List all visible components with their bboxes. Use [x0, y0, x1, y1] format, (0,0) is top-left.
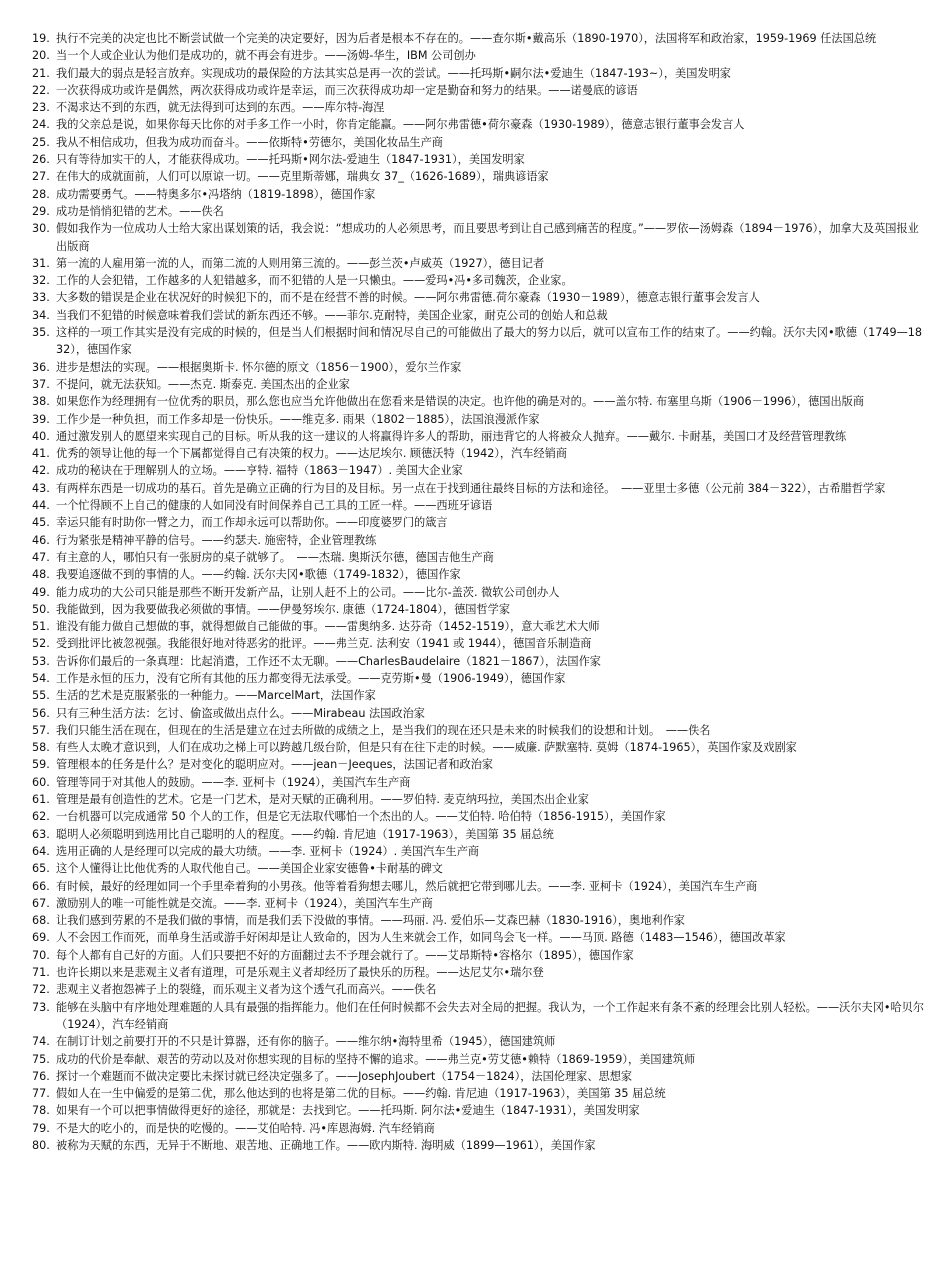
quote-number: 68.: [32, 914, 50, 928]
quote-number: 51.: [32, 620, 50, 634]
quote-item: [32, 687, 926, 704]
quote-item: [32, 168, 926, 185]
quote-text: 大多数的错误是企业在状况好的时候犯下的，而不是在经营不善的时候。——阿尔弗雷德.荷尔豪森（1930－1989），德意志银行董事会发言人: [56, 291, 760, 305]
quote-text: 我们最大的弱点是轻言放弃。实现成功的最保险的方法其实总是再一次的尝试。——托玛斯•嗣尔法•爱迪生（1847-193~），美国发明家: [56, 66, 731, 80]
quote-text: 成功的代价是奉献、艰苦的劳动以及对你想实现的目标的坚持不懈的追求。——弗兰克•劳艾德•赖特（1869-1959），美国建筑师: [56, 1052, 696, 1066]
quote-text: 进步是想法的实现。——根据奥斯卡. 怀尔德的原文（1856－1900），爱尔兰作家: [56, 360, 462, 374]
quote-item: [32, 964, 926, 981]
quote-text: 有主意的人，哪怕只有一张厨房的桌子就够了。 ——杰瑞. 奥斯沃尔德，德国吉他生产商: [56, 550, 494, 564]
quote-number: 65.: [32, 862, 50, 876]
quote-number: 47.: [32, 550, 50, 564]
quote-number: 52.: [32, 637, 50, 651]
quote-item: [32, 514, 926, 531]
quote-text: 行为紧张是精神平静的信号。——约瑟夫. 施密特，企业管理教练: [56, 533, 377, 547]
quote-item: [32, 756, 926, 773]
quote-item: [32, 462, 926, 479]
quote-item: [32, 497, 926, 514]
quote-text: 成功需要勇气。——特奥多尔•冯塔纳（1819-1898），德国作家: [56, 187, 376, 201]
quote-text: 如果有一个可以把事情做得更好的途径，那就是：去找到它。——托玛斯. 阿尔法•爱迪生（1847-1931），美国发明家: [56, 1104, 640, 1118]
quote-item: [32, 532, 926, 549]
quote-item: [32, 912, 926, 929]
quote-text: 不渴求达不到的东西，就无法得到可达到的东西。——库尔特-海涅: [56, 101, 385, 115]
quote-text: 有时候，最好的经理如同一个手里牵着狗的小男孩。他等着看狗想去哪儿，然后就把它带到哪儿去。——李. 亚柯卡（1924），美国汽车生产商: [56, 879, 758, 893]
quote-number: 79.: [32, 1121, 50, 1135]
quote-text: 管理等同于对其他人的鼓励。——李. 亚柯卡（1924），美国汽车生产商: [56, 775, 411, 789]
quote-item: [32, 203, 926, 220]
quote-item: [32, 134, 926, 151]
quote-text: 当我们不犯错的时候意味着我们尝试的新东西还不够。——菲尔.克耐特，美国企业家，耐克公司的创始人和总裁: [56, 308, 608, 322]
quote-number: 80.: [32, 1139, 50, 1152]
quote-number: 43.: [32, 481, 50, 495]
quote-item: [32, 480, 926, 497]
quote-number: 70.: [32, 948, 50, 962]
quote-text: 管理是最有创造性的艺术。它是一门艺术，是对天赋的正确利用。——罗伯特. 麦克纳玛拉，美国杰出企业家: [56, 793, 589, 807]
quote-text: 有两样东西是一切成功的基石。首先是确立正确的行为目的及目标。另一点在于找到通往最终目标的方法和途径。 ——亚里士多德（公元前 384－322），古希腊哲学家: [56, 481, 886, 495]
quote-text: 第一流的人雇用第一流的人，而第二流的人则用第三流的。——彭兰茨•卢威英（1927），德目记者: [56, 256, 545, 270]
quote-item: [32, 289, 926, 306]
quote-text: 也许长期以来是悲观主义者有道理，可是乐观主义者却经历了最快乐的历程。——达尼艾尔•瑞尔登: [56, 966, 544, 980]
quote-number: 45.: [32, 516, 50, 530]
quote-item: [32, 1102, 926, 1119]
quote-text: 只有三种生活方法：乞讨、偷盗或做出点什么。——Mirabeau 法国政治家: [56, 706, 425, 720]
quote-number: 50.: [32, 602, 50, 616]
quote-number: 33.: [32, 291, 50, 305]
quote-number: 67.: [32, 896, 50, 910]
quote-item: [32, 895, 926, 912]
quote-item: [32, 635, 926, 652]
quote-number: 27.: [32, 170, 50, 184]
quote-item: [32, 47, 926, 64]
quote-item: [32, 705, 926, 722]
quote-number: 54.: [32, 671, 50, 685]
quote-number: 21.: [32, 66, 50, 80]
quote-item: [32, 566, 926, 583]
quote-text: 不是大的吃小的，而是快的吃慢的。——艾伯哈特. 冯•库恩海姆. 汽车经销商: [56, 1121, 435, 1135]
quote-number: 23.: [32, 101, 50, 115]
quote-item: [32, 653, 926, 670]
quote-number: 57.: [32, 723, 50, 737]
quote-item: [32, 947, 926, 964]
quote-item: [32, 860, 926, 877]
quote-text: 能力成功的大公司只能是那些不断开发新产品，让别人赶不上的公司。——比尔-盖茨. 微软公司创办人: [56, 585, 560, 599]
quote-item: [32, 1051, 926, 1068]
quote-number: 69.: [32, 931, 50, 945]
quote-item: [32, 445, 926, 462]
quote-item: [32, 878, 926, 895]
quote-number: 32.: [32, 274, 50, 288]
quote-item: [32, 30, 926, 47]
quote-item: [32, 584, 926, 601]
quote-text: 探讨一个难题而不做决定要比未探讨就已经决定强多了。——JosephJoubert（1754－1824），法国伦理家、思想家: [56, 1069, 633, 1083]
quote-number: 76.: [32, 1069, 50, 1083]
quote-text: 生活的艺术是克服紧张的一种能力。——MarcelMart，法国作家: [56, 689, 376, 703]
quote-text: 一个忙得顾不上自己的健康的人如同没有时间保养自己工具的工匠一样。——西班牙谚语: [56, 499, 493, 513]
quote-item: [32, 739, 926, 756]
quote-item: [32, 1085, 926, 1102]
quote-text: 工作是永恒的压力，没有它所有其他的压力都变得无法承受。——克劳斯•曼（1906-1949），德国作家: [56, 671, 566, 685]
quote-number: 40.: [32, 429, 50, 443]
quote-text: 人不会因工作而死，而单身生活或游手好闲却是让人致命的，因为人生来就会工作，如同鸟会飞一样。——马顶. 路德（1483—1546），德国改革家: [56, 931, 786, 945]
quote-number: 60.: [32, 775, 50, 789]
quote-text: 工作的人会犯错，工作越多的人犯错越多，而不犯错的人是一只懒虫。——爱玛•冯•多司魏茨，企业家。: [56, 274, 573, 288]
quote-text: 优秀的领导让他的每一个下属都觉得自己有决策的权力。——达尼埃尔. 顾德沃特（1942），汽车经销商: [56, 447, 568, 461]
quote-item: [32, 151, 926, 168]
quote-number: 61.: [32, 793, 50, 807]
quote-number: 48.: [32, 568, 50, 582]
quote-item: [32, 393, 926, 410]
quote-item: [32, 618, 926, 635]
quote-text: 如果您作为经理拥有一位优秀的职员，那么您也应当允许他做出在您看来是错误的决定。也许他的确是对的。——盖尔特. 布塞里乌斯（1906－1996），德国出版商: [56, 395, 865, 409]
quote-text: 我们只能生活在现在，但现在的生活是建立在过去所做的成绩之上，是当我们的现在还只是未来的时候我们的设想和计划。 ——佚名: [56, 723, 711, 737]
quote-number: 26.: [32, 153, 50, 167]
quote-number: 36.: [32, 360, 50, 374]
quote-number: 20.: [32, 49, 50, 63]
quote-number: 41.: [32, 447, 50, 461]
quote-item: [32, 186, 926, 203]
quote-text: 幸运只能有时助你一臂之力，而工作却永远可以帮助你。——印度婆罗门的箴言: [56, 516, 448, 530]
quote-number: 77.: [32, 1087, 50, 1101]
quote-text: 我的父亲总是说，如果你每天比你的对手多工作一小时，你肯定能赢。——阿尔弗雷德•荷尔豪森（1930-1989），德意志银行董事会发言人: [56, 118, 745, 132]
quote-text: 选用正确的人是经理可以完成的最大功绩。——李. 亚柯卡（1924）. 美国汽车生产商: [56, 844, 480, 858]
quote-text: 工作少是一种负担，而工作多却是一份快乐。——维克多. 雨果（1802－1885），法国浪漫派作家: [56, 412, 540, 426]
quote-number: 55.: [32, 689, 50, 703]
quote-text: 每个人都有自己好的方面。人们只要把不好的方面翻过去不予理会就行了。——艾昂斯特•容格尔（1895），德国作家: [56, 948, 634, 962]
quote-item: [32, 411, 926, 428]
quote-number: 25.: [32, 135, 50, 149]
quote-text: 激励别人的唯一可能性就是交流。——李. 亚柯卡（1924），美国汽车生产商: [56, 896, 433, 910]
quote-text: 有些人太晚才意识到，人们在成功之梯上可以跨越几级台阶，但是只有在往下走的时候。——威廉. 萨默塞特. 莫姆（1874-1965），英国作家及戏剧家: [56, 741, 797, 755]
quote-item: [32, 428, 926, 445]
quote-text: 在制订计划之前要打开的不只是计算器，还有你的脑子。——维尔纳•海特里希（1945），德国建筑师: [56, 1035, 556, 1049]
quote-text: 这个人懂得让比他优秀的人取代他自己。——美国企业家安德鲁•卡耐基的碑文: [56, 862, 443, 876]
quote-number: 35.: [32, 326, 50, 340]
quote-item: [32, 774, 926, 791]
quote-item: [32, 722, 926, 739]
quote-text: 一台机器可以完成通常 50 个人的工作，但是它无法取代哪怕一个杰出的人。——艾伯特. 哈伯特（1856-1915），美国作家: [56, 810, 666, 824]
quote-item: [32, 324, 926, 359]
quote-text: 让我们感到劳累的不是我们做的事情，而是我们丢下没做的事情。——玛丽. 冯. 爱伯乐—艾森巴赫（1830-1916），奥地利作家: [56, 914, 685, 928]
quote-number: 71.: [32, 966, 50, 980]
quote-text: 谁没有能力做自己想做的事，就得想做自己能做的事。——雷奥纳多. 达芬奇（1452-1519），意大乖艺术大师: [56, 620, 600, 634]
quote-item: [32, 307, 926, 324]
quote-number: 59.: [32, 758, 50, 772]
quote-item: [32, 1068, 926, 1085]
quote-item: [32, 359, 926, 376]
quote-number: 44.: [32, 499, 50, 513]
quote-number: 29.: [32, 204, 50, 218]
quote-item: [32, 255, 926, 272]
quote-number: 63.: [32, 827, 50, 841]
quote-item: [32, 843, 926, 860]
quote-list: [32, 30, 926, 1154]
quote-text: 在伟大的成就面前，人们可以原谅一切。——克里斯蒂娜，瑞典女 37_（1626-1689），瑞典谚语家: [56, 170, 549, 184]
quote-item: [32, 601, 926, 618]
quote-text: 成功的秘诀在于理解别人的立场。——亨特. 福特（1863－1947）. 美国大企业家: [56, 464, 463, 478]
quote-text: 一次获得成功或许是偶然，两次获得成功或许是幸运，而三次获得成功却一定是勤奋和努力的结果。——诺曼底的谚语: [56, 83, 638, 97]
quote-number: 46.: [32, 533, 50, 547]
quote-item: [32, 670, 926, 687]
quote-number: 58.: [32, 741, 50, 755]
quote-number: 39.: [32, 412, 50, 426]
quote-number: 22.: [32, 83, 50, 97]
quote-number: 66.: [32, 879, 50, 893]
quote-text: 只有等待加实干的人，才能获得成功。——托玛斯•网尔法-爱迪生（1847-1931），美国发明家: [56, 153, 525, 167]
quote-text: 假如人在一生中偏爱的是第二优，那么他达到的也将是第二优的目标。——约翰. 肯尼迪（1917-1963），美国第 35 届总统: [56, 1087, 666, 1101]
quote-item: [32, 999, 926, 1034]
quote-text: 通过激发别人的愿望来实现自己的目标。听从我的这一建议的人将赢得许多人的帮助，丽违背它的人将被众人抛弃。——戴尔. 卡耐基，美国口才及经营管理教练: [56, 429, 847, 443]
quote-text: 我从不相信成功，但我为成功而奋斗。——依斯特•劳德尔，美国化妆品生产商: [56, 135, 443, 149]
quote-text: 悲观主义者抱怨裤子上的裂缝，而乐观主义者为这个透气孔而高兴。——佚名: [56, 983, 437, 997]
quote-item: [32, 1033, 926, 1050]
quote-item: [32, 981, 926, 998]
quote-text: 告诉你们最后的一条真理：比起消遣，工作还不太无聊。——CharlesBaudelaire（1821－1867），法国作家: [56, 654, 601, 668]
quote-number: 75.: [32, 1052, 50, 1066]
quote-number: 37.: [32, 377, 50, 391]
quote-text: 这样的一项工作其实是没有完成的时候的，但是当人们根据时间和情况尽自己的可能做出了最大的努力以后，就可以宣布工作的结束了。——约翰。沃尔夫冈•歌德（1749—1832），德国作家: [56, 326, 922, 357]
quote-item: [32, 826, 926, 843]
quote-item: [32, 1137, 926, 1154]
quote-text: 聪明人必须聪明到选用比自己聪明的人的程度。——约翰. 肯尼迪（1917-1963），美国第 35 届总统: [56, 827, 554, 841]
quote-number: 31.: [32, 256, 50, 270]
quote-number: 34.: [32, 308, 50, 322]
quote-text: 我要追逐做不到的事情的人。——约翰. 沃尔夫冈•歌德（1749-1832），德国作家: [56, 568, 461, 582]
quote-item: [32, 220, 926, 255]
quote-item: [32, 99, 926, 116]
quote-item: [32, 272, 926, 289]
quote-text: 被称为天赋的东西，无异于不断地、艰苦地、正确地工作。——欧内斯特. 海明威（1899—1961），美国作家: [56, 1139, 596, 1152]
quote-text: 当一个人或企业认为他们是成功的，就不再会有进步。——汤姆-华生，IBM 公司创办: [56, 49, 476, 63]
quote-number: 28.: [32, 187, 50, 201]
quote-number: 49.: [32, 585, 50, 599]
quote-number: 73.: [32, 1000, 50, 1014]
quote-number: 19.: [32, 32, 50, 45]
quote-item: [32, 549, 926, 566]
quote-number: 30.: [32, 222, 50, 236]
quote-item: [32, 791, 926, 808]
quote-text: 假如我作为一位成功人士给大家出谋划策的话，我会说：“想成功的人必须思考，而且要思考到让自己感到痛苦的程度。”——罗依—汤姆森（1894－1976），加拿大及英国报业出版商: [56, 222, 919, 253]
quote-item: [32, 808, 926, 825]
quote-number: 64.: [32, 844, 50, 858]
quote-text: 执行不完美的决定也比不断尝试做一个完美的决定要好，因为后者是根本不存在的。——查尔斯•戴高乐（1890-1970），法国将军和政治家，1959-1969 任法国总统: [56, 32, 877, 45]
quote-item: [32, 65, 926, 82]
quote-number: 56.: [32, 706, 50, 720]
quote-item: [32, 929, 926, 946]
quote-item: [32, 1120, 926, 1137]
quote-number: 42.: [32, 464, 50, 478]
quote-text: 受到批评比被忽视强。我能很好地对待恶劣的批评。——弗兰克. 法利安（1941 或 1944），德国音乐制造商: [56, 637, 592, 651]
quote-item: [32, 376, 926, 393]
quote-item: [32, 82, 926, 99]
quote-text: 管理根本的任务是什么？是对变化的聪明应对。——jean－Jeeques，法国记者和政治家: [56, 758, 494, 772]
quote-item: [32, 116, 926, 133]
quote-number: 53.: [32, 654, 50, 668]
quote-number: 62.: [32, 810, 50, 824]
quote-number: 38.: [32, 395, 50, 409]
quote-number: 24.: [32, 118, 50, 132]
quote-number: 72.: [32, 983, 50, 997]
quote-text: 不提问，就无法获知。——杰克. 斯泰克. 美国杰出的企业家: [56, 377, 350, 391]
quote-text: 能够在头脑中有序地处理难题的人具有最强的指挥能力。他们在任何时候都不会失去对全局的把握。我认为，一个工作起来有条不紊的经理会比别人轻松。——沃尔夫冈•哈贝尔（1924），汽车经销商: [56, 1000, 925, 1031]
quote-text: 成功是悄悄犯错的艺术。——佚名: [56, 204, 224, 218]
quote-number: 74.: [32, 1035, 50, 1049]
quote-text: 我能做到，因为我要做我必须做的事情。——伊曼努埃尔. 康德（1724-1804），德国哲学家: [56, 602, 511, 616]
quote-number: 78.: [32, 1104, 50, 1118]
